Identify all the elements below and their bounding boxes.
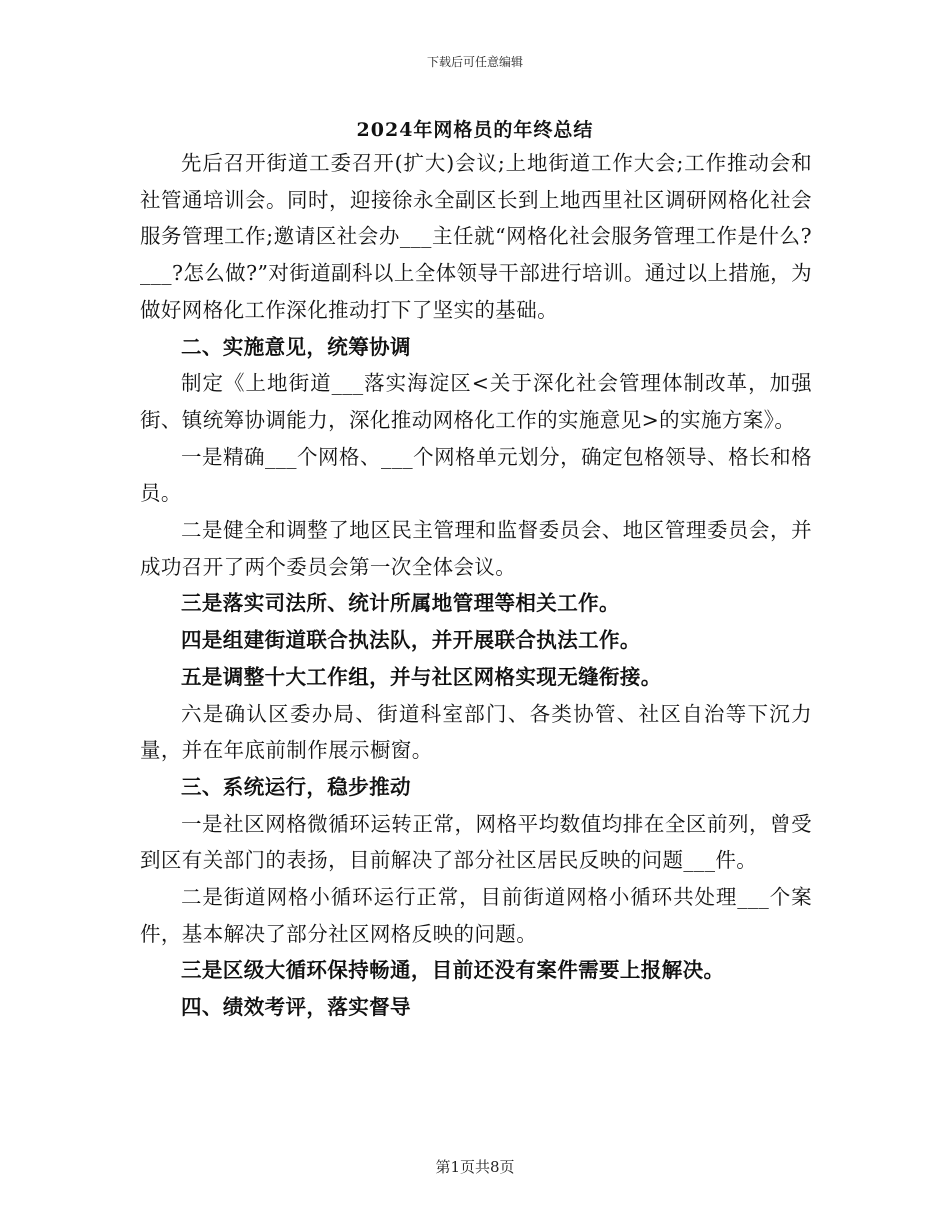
section-heading-4: 四、绩效考评，落实督导	[181, 995, 411, 1020]
paragraph-item-3: 三是落实司法所、统计所属地管理等相关工作。	[181, 591, 620, 616]
paragraph-run-2: 二是街道网格小循环运行正常，目前街道网格小循环共处理___个案件，基本解决了部分社区网格反映的问题。	[140, 885, 812, 946]
document-body	[140, 145, 812, 1026]
paragraph-item-4: 四是组建街道联合执法队，并开展联合执法工作。	[181, 628, 641, 653]
paragraph-run-1: 一是社区网格微循环运转正常，网格平均数值均排在全区前列，曾受到区有关部门的表扬，目前解决了部分社区居民反映的问题___件。	[140, 811, 812, 873]
section-heading-2: 二、实施意见，统筹协调	[181, 334, 411, 359]
section-heading-3: 三、系统运行，稳步推动	[181, 774, 411, 799]
paragraph-item-2: 二是健全和调整了地区民主管理和监督委员会、地区管理委员会，并成功召开了两个委员会第一次全体会议。	[140, 518, 812, 579]
paragraph-plan: 制定《上地街道___落实海淀区<关于深化社会管理体制改革，加强街、镇统筹协调能力，深化推动网格化工作的实施意见>的实施方案》。	[140, 371, 812, 432]
paragraph-item-6: 六是确认区委办局、街道科室部门、各类协管、社区自治等下沉力量，并在年底前制作展示橱窗。	[140, 701, 812, 763]
paragraph-item-1: 一是精确___个网格、___个网格单元划分，确定包格领导、格长和格员。	[140, 444, 812, 506]
paragraph-intro: 先后召开街道工委召开(扩大)会议;上地街道工作大会;工作推动会和社管通培训会。同时，迎接徐永全副区长到上地西里社区调研网格化社会服务管理工作;邀请区社会办___主任就“网格化社会服务管理工作是什么?___?怎么做?”对街道副科以上全体领导干部进行培训。通过以上措施，为做好网格化工作深化推动打下了坚实的基础。	[140, 151, 812, 322]
document-title: 2024年网格员的年终总结	[356, 119, 594, 141]
page-footer: 第1页共8页	[435, 1158, 515, 1176]
paragraph-item-5: 五是调整十大工作组，并与社区网格实现无缝衔接。	[181, 664, 662, 689]
paragraph-run-3: 三是区级大循环保持畅通，目前还没有案件需要上报解决。	[181, 958, 725, 983]
page-header: 下载后可任意编辑	[426, 55, 523, 69]
